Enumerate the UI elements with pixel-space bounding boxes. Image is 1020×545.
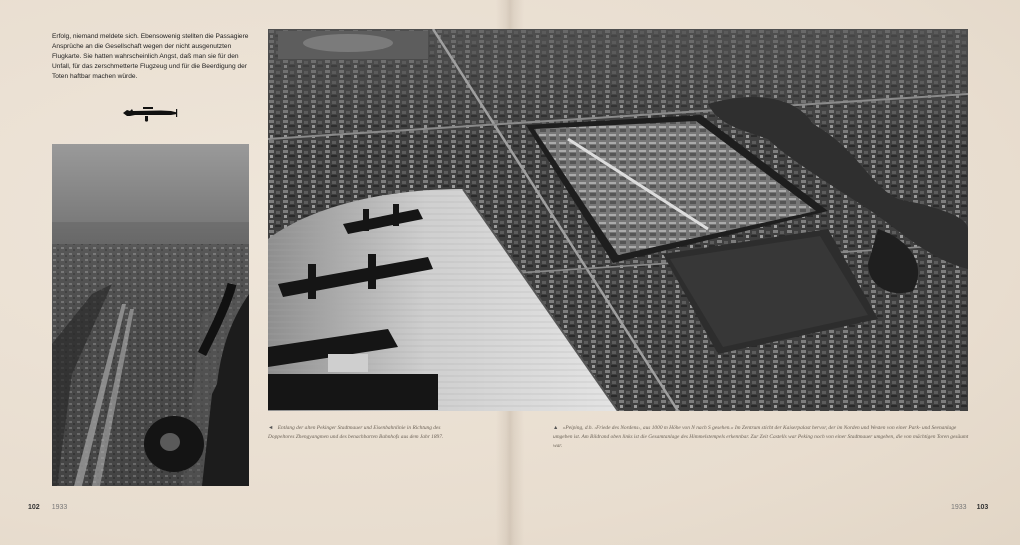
- caption-left-text: Entlang der alten Pekinger Stadtmauer und Eisenbahnlinie in Richtung des Doppeltores Zhengyangmen und des benachbarten Bahnhofs aus dem Jahr 1897.: [268, 425, 444, 440]
- folio-right: [951, 504, 988, 511]
- page-number-right: 103: [976, 504, 989, 511]
- caption-right: [553, 424, 969, 451]
- page-number-left: 102: [28, 504, 40, 511]
- running-year-right: 1933: [951, 504, 967, 511]
- folio-left: [28, 504, 67, 511]
- plane-silhouette-icon: [121, 104, 179, 122]
- photo-city-wall-railway: [52, 144, 249, 486]
- caption-left: [268, 424, 468, 442]
- caption-arrow-up-icon: ▲: [553, 425, 559, 431]
- intro-paragraph: Erfolg, niemand meldete sich. Ebensowenig stellten die Passagiere Ansprüche an die Gesellschaft wegen der nicht ausgenutzten Flugkarte. Sie hatten wahrscheinlich Angst, daß man sie für den Unfall, für das zerschmetterte Flugzeug und für die Beerdigung der Toten haftbar machen würde.: [52, 33, 249, 80]
- running-year-left: 1933: [51, 504, 68, 511]
- caption-right-text: »Peiping, d.h. ›Friede des Nordens‹, aus 1000 m Höhe von N nach S gesehen.« Im Zentrum sticht der Kaiserpalast hervor, der im Norden und Westen von einer Park- und Seenanlage umgeben ist. Am Bildrand oben links ist die Gesamtanlage des Himmelstempels erkennbar. Zur Zeit Castells war Peking noch von einer Stadtmauer umgeben, die von mächtigen Toren gesäumt war.: [553, 425, 969, 449]
- photo-peiping-aerial-wing: [268, 29, 968, 411]
- caption-arrow-left-icon: ◄: [268, 425, 274, 431]
